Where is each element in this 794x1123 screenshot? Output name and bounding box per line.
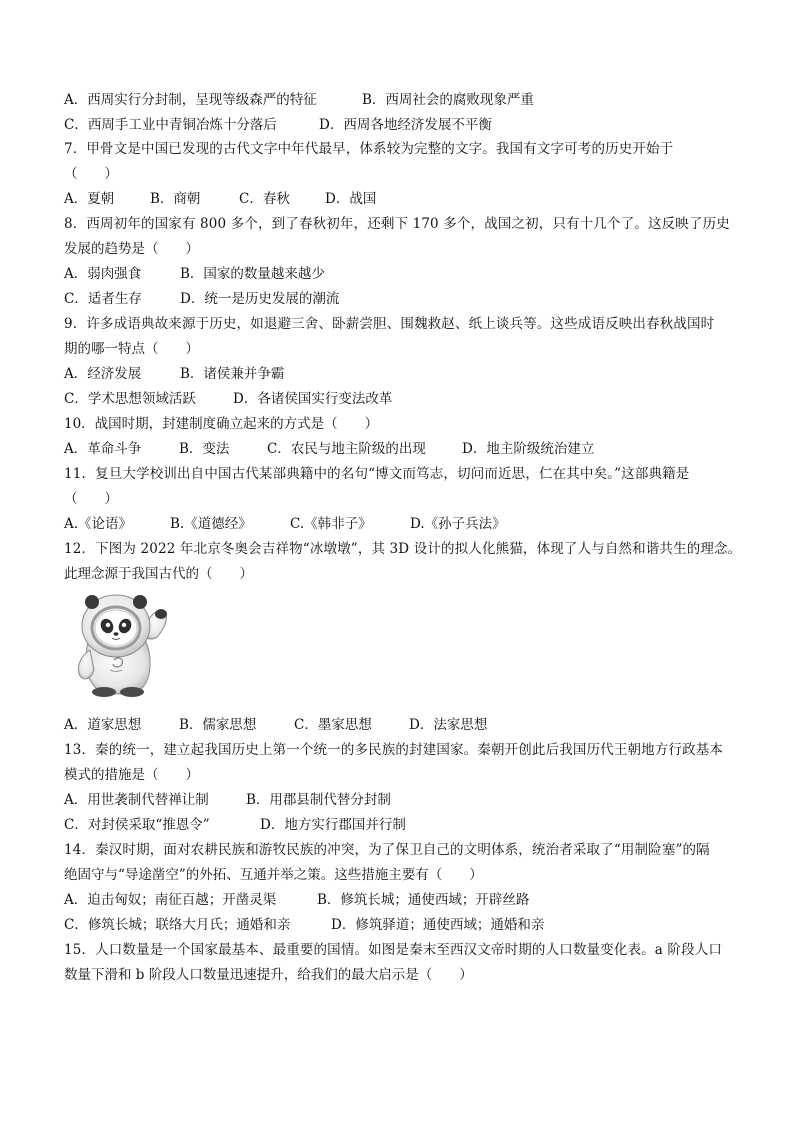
- option-b: B．国家的数量越来越少: [180, 266, 325, 282]
- option-b: B．修筑长城；通使西域；开辟丝路: [317, 892, 530, 908]
- option-a: A．经济发展: [64, 366, 142, 382]
- question-text: 12．下图为 2022 年北京冬奥会吉祥物“冰墩墩”，其 3D 设计的拟人化熊猫，体现了人与自然和谐共生的理念。: [64, 541, 742, 557]
- option-c: C．墨家思想: [294, 717, 372, 733]
- q11-stem: [64, 465, 689, 483]
- option-b: B.《道德经》: [170, 516, 252, 532]
- q10-options: [64, 440, 594, 458]
- question-text: 7．甲骨文是中国已发现的古代文字中年代最早，体系较为完整的文字。我国有文字可考的历史开始于: [64, 141, 674, 157]
- option-a: A．道家思想: [64, 717, 142, 733]
- q8-options-cd: [64, 290, 339, 308]
- question-text: 此理念源于我国古代的（ ）: [64, 566, 253, 582]
- option-b: B．诸侯兼并争霸: [180, 366, 285, 382]
- q14-stem-line1: [64, 841, 710, 859]
- answer-blank: （ ）: [64, 491, 118, 507]
- option-b: B．商朝: [150, 191, 201, 207]
- q12-options: [64, 716, 487, 734]
- option-c: C．修筑长城；联络大月氏；通婚和亲: [64, 917, 291, 933]
- option-d: D．地方实行郡国并行制: [260, 817, 406, 833]
- option-d: D.《孙子兵法》: [410, 516, 506, 532]
- option-d: D．修筑驿道；通使西域；通婚和亲: [331, 917, 545, 933]
- q9-stem-line2: [64, 340, 199, 358]
- option-d: D．法家思想: [409, 717, 488, 733]
- option-a: A．弱肉强食: [64, 266, 142, 282]
- question-text: 11．复旦大学校训出自中国古代某部典籍中的名句“博文而笃志，切问而近思，仁在其中矣。”这部典籍是: [64, 466, 690, 482]
- q8-options-ab: [64, 265, 325, 283]
- question-text: 发展的趋势是（ ）: [64, 241, 199, 257]
- option-a: A．夏朝: [64, 191, 115, 207]
- q12-stem-line2: [64, 565, 253, 583]
- option-d: D．战国: [325, 191, 377, 207]
- q13-options-ab: [64, 791, 391, 809]
- q6-options-cd: [64, 116, 492, 134]
- question-text: 10．战国时期，封建制度确立起来的方式是（ ）: [64, 416, 379, 432]
- option-a: A．迫击匈奴；南征百越；开凿灵渠: [64, 892, 277, 908]
- option-c: C.《韩非子》: [290, 516, 372, 532]
- q8-stem-line2: [64, 240, 199, 258]
- q15-stem-line2: [64, 966, 473, 984]
- option-c: C．适者生存: [64, 291, 142, 307]
- option-b: B．西周社会的腐败现象严重: [362, 92, 534, 108]
- option-d: D．各诸侯国实行变法改革: [233, 391, 393, 407]
- option-d: D．西周各地经济发展不平衡: [319, 117, 492, 133]
- q12-stem-line1: [64, 540, 741, 558]
- q13-options-cd: [64, 816, 406, 834]
- question-text: 绝固守与“导途凿空”的外拓、互通并举之策。这些措施主要有（ ）: [64, 867, 483, 883]
- q9-stem-line1: [64, 315, 714, 333]
- option-c: C．对封侯采取“推恩令”: [64, 817, 210, 833]
- q7-stem: [64, 140, 673, 158]
- question-text: 9．许多成语典故来源于历史，如退避三舍、卧薪尝胆、围魏救赵、纸上谈兵等。这些成语反映出春秋战国时: [64, 316, 715, 332]
- q7-blank: [64, 165, 118, 183]
- option-b: B．用郡县制代替分封制: [246, 792, 391, 808]
- question-text: 数量下滑和 b 阶段人口数量迅速提升，给我们的最大启示是（ ）: [64, 967, 473, 983]
- question-text: 14．秦汉时期，面对农耕民族和游牧民族的冲突，为了保卫自己的文明体系，统治者采取了“用制险塞”的隔: [64, 842, 710, 858]
- q6-options-ab: [64, 91, 534, 109]
- option-c: C．春秋: [239, 191, 290, 207]
- question-text: 8．西周初年的国家有 800 多个，到了春秋初年，还剩下 170 多个，战国之初，只有十几个了。这反映了历史: [64, 216, 730, 232]
- q8-stem-line1: [64, 215, 730, 233]
- q11-options: [64, 515, 506, 533]
- option-a: A．用世袭制代替禅让制: [64, 792, 209, 808]
- option-a: A．西周实行分封制，呈现等级森严的特征: [64, 92, 317, 108]
- q10-stem: [64, 415, 378, 433]
- option-a: A．革命斗争: [64, 441, 142, 457]
- q14-options-cd: [64, 916, 544, 934]
- option-a: A.《论语》: [64, 516, 133, 532]
- q15-stem-line1: [64, 941, 722, 959]
- question-text: 期的哪一特点（ ）: [64, 341, 199, 357]
- option-d: D．地主阶级统治建立: [462, 441, 595, 457]
- q14-options-ab: [64, 891, 529, 909]
- question-text: 模式的措施是（ ）: [64, 767, 199, 783]
- option-b: B．儒家思想: [179, 717, 257, 733]
- q9-options-ab: [64, 365, 284, 383]
- option-c: C．学术思想领域活跃: [64, 391, 196, 407]
- question-text: 15．人口数量是一个国家最基本、最重要的国情。如图是秦末至西汉文帝时期的人口数量变化表。a 阶段人口: [64, 942, 723, 958]
- q9-options-cd: [64, 390, 392, 408]
- option-b: B．变法: [179, 441, 230, 457]
- option-c: C．农民与地主阶级的出现: [267, 441, 426, 457]
- q13-stem-line2: [64, 766, 199, 784]
- q14-stem-line2: [64, 866, 483, 884]
- option-d: D．统一是历史发展的潮流: [180, 291, 340, 307]
- option-c: C．西周手工业中青铜冶炼十分落后: [64, 117, 277, 133]
- bing-dwen-dwen-mascot-image: [66, 590, 174, 700]
- answer-blank: （ ）: [64, 166, 118, 182]
- question-text: 13．秦的统一，建立起我国历史上第一个统一的多民族的封建国家。秦朝开创此后我国历代王朝地方行政基本: [64, 742, 724, 758]
- q7-options: [64, 190, 376, 208]
- q13-stem-line1: [64, 741, 723, 759]
- q11-blank: [64, 490, 118, 508]
